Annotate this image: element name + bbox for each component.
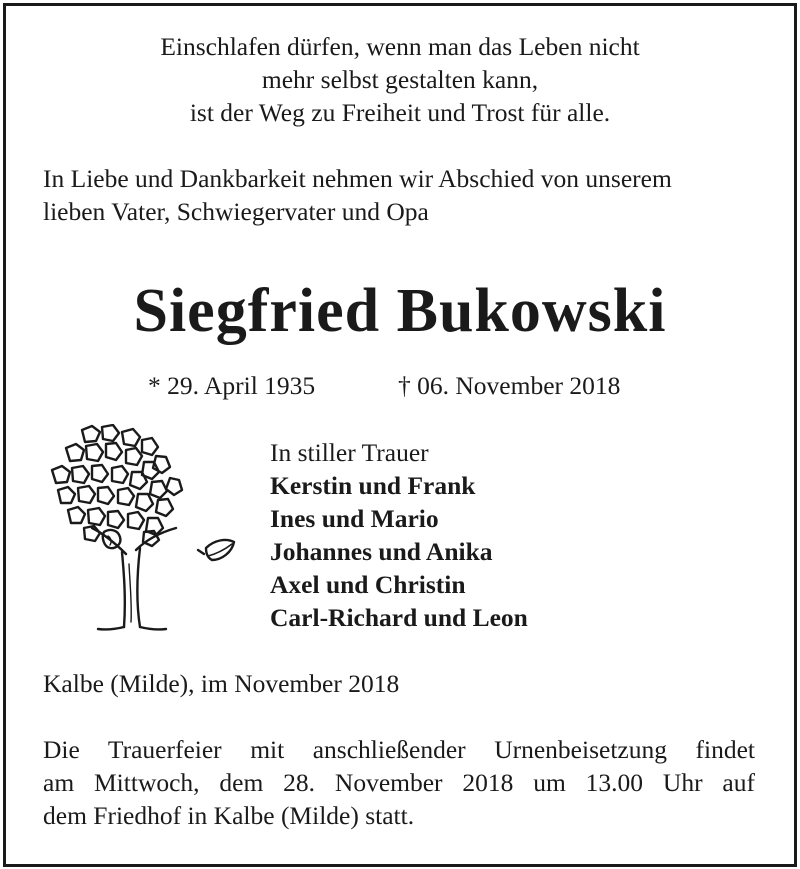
mourner-name: Kerstin und Frank [270,471,476,500]
mourner-name: Axel und Christin [270,570,466,599]
service-line-3: dem Friedhof in Kalbe (Milde) statt. [43,801,415,830]
mourner-name: Carl-Richard und Leon [270,603,528,632]
intro-line-1: In Liebe und Dankbarkeit nehmen wir Abschied von unserem [43,164,672,193]
mourner-name: Ines und Mario [270,504,439,533]
poem-line-1: Einschlafen dürfen, wenn man das Leben nicht [160,32,640,61]
birth-date: * 29. April 1935 [148,371,316,400]
service-line-2: am Mittwoch, dem 28. November 2018 um 13.00 Uhr auf [43,768,755,797]
deceased-name: Siegfried Bukowski [133,277,667,345]
poem-line-2: mehr selbst gestalten kann, [261,65,539,94]
tree-icon [44,424,244,636]
mourner-name: Johannes und Anika [270,537,493,566]
poem-line-3: ist der Weg zu Freiheit und Trost für alle. [189,98,611,127]
intro-line-2: lieben Vater, Schwiegervater und Opa [43,197,429,226]
mourners-heading: In stiller Trauer [270,438,429,467]
death-date: † 06. November 2018 [398,371,621,400]
service-line-1: Die Trauerfeier mit anschließender Urnenbeisetzung findet [43,735,755,764]
place-date: Kalbe (Milde), im November 2018 [43,669,400,698]
